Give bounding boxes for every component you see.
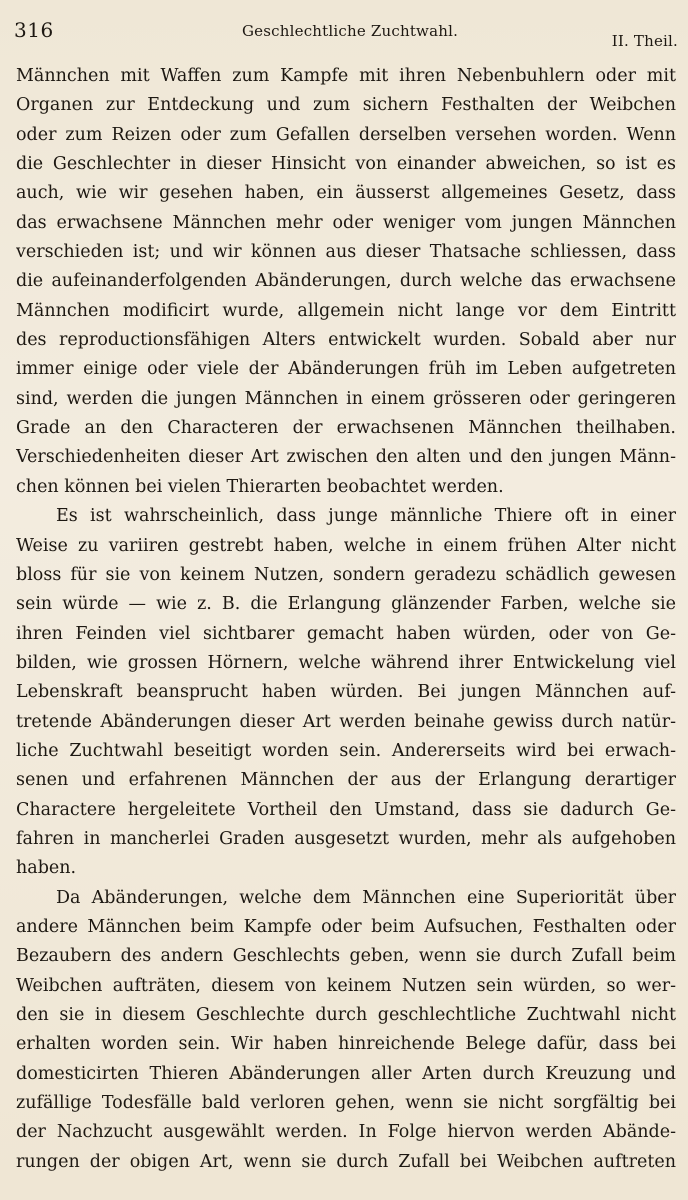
text-line: des reproductionsfähigen Alters entwickelt wurden. Sobald aber nur xyxy=(16,330,676,351)
text-line: den sie in diesem Geschlechte durch geschlechtliche Zuchtwahl nicht xyxy=(16,1005,676,1025)
text-line: liche Zuchtwahl beseitigt worden sein. Andererseits wird bei erwach- xyxy=(16,740,676,761)
paragraph-2 xyxy=(16,502,676,883)
text-line: verschieden ist; und wir können aus dieser Thatsache schliessen, dass xyxy=(16,242,676,263)
text-line: fahren in mancherlei Graden ausgesetzt wurden, mehr als aufgehoben xyxy=(16,828,676,849)
text-line: zufällige Todesfälle bald verloren gehen, wenn sie nicht sorgfältig bei xyxy=(16,1093,676,1114)
text-line: senen und erfahrenen Männchen der aus der Erlangung derartiger xyxy=(16,770,676,791)
running-title: Geschlechtliche Zuchtwahl. xyxy=(242,22,459,40)
text-line: auch, wie wir gesehen haben, ein äusserst allgemeines Gesetz, dass xyxy=(16,183,676,204)
text-line: Männchen modificirt wurde, allgemein nicht lange vor dem Eintritt xyxy=(16,300,676,321)
text-line: Bezaubern des andern Geschlechts geben, wenn sie durch Zufall beim xyxy=(16,946,676,967)
text-line: rungen der obigen Art, wenn sie durch Zufall bei Weibchen auftreten xyxy=(16,1151,676,1172)
text-line: immer einige oder viele der Abänderungen früh im Leben aufgetreten xyxy=(16,359,676,380)
paragraph-3 xyxy=(16,884,676,1177)
text-line: Organen zur Entdeckung und zum sichern Festhalten der Weibchen xyxy=(16,95,676,116)
text-line: bilden, wie grossen Hörnern, welche während ihrer Entwickelung viel xyxy=(16,652,676,673)
text-line: der Nachzucht ausgewählt werden. In Folge hiervon werden Abände- xyxy=(16,1122,676,1143)
body-text xyxy=(16,62,676,1177)
text-line: die Geschlechter in dieser Hinsicht von einander abweichen, so ist es xyxy=(16,154,676,175)
text-line: Weise zu variiren gestrebt haben, welche in einem frühen Alter nicht xyxy=(16,535,676,556)
text-line: Männchen mit Waffen zum Kampfe mit ihren Nebenbuhlern oder mit xyxy=(16,66,676,86)
text-line: Verschiedenheiten dieser Art zwischen den alten und den jungen Männ- xyxy=(16,447,676,468)
text-line: haben. xyxy=(16,858,77,879)
text-line: Charactere hergeleitete Vortheil den Umstand, dass sie dadurch Ge- xyxy=(16,799,676,820)
text-line: oder zum Reizen oder zum Gefallen derselben versehen worden. Wenn xyxy=(16,124,676,145)
text-line: domesticirten Thieren Abänderungen aller Arten durch Kreuzung und xyxy=(16,1063,676,1084)
text-line: sein würde — wie z. B. die Erlangung glänzender Farben, welche sie xyxy=(16,594,676,615)
text-line: Lebenskraft beansprucht haben würden. Bei jungen Männchen auf- xyxy=(16,682,676,703)
page-number: 316 xyxy=(14,18,54,42)
text-line: erhalten worden sein. Wir haben hinreichende Belege dafür, dass bei xyxy=(16,1034,676,1055)
page-header xyxy=(14,18,678,48)
text-line: Weibchen aufträten, diesem von keinem Nutzen sein würden, so wer- xyxy=(16,975,676,996)
text-line: Es ist wahrscheinlich, dass junge männliche Thiere oft in einer xyxy=(56,506,676,527)
text-line: ihren Feinden viel sichtbarer gemacht haben würden, oder von Ge- xyxy=(16,623,676,644)
text-line: bloss für sie von keinem Nutzen, sondern geradezu schädlich gewesen xyxy=(16,564,676,585)
text-line: Da Abänderungen, welche dem Männchen eine Superiorität über xyxy=(56,887,676,908)
text-line: Grade an den Characteren der erwachsenen Männchen theilhaben. xyxy=(16,418,676,439)
text-line: das erwachsene Männchen mehr oder weniger vom jungen Männchen xyxy=(16,212,676,233)
text-line: sind, werden die jungen Männchen in einem grösseren oder geringeren xyxy=(16,388,676,409)
paragraph-1 xyxy=(16,62,676,502)
text-line: die aufeinanderfolgenden Abänderungen, durch welche das erwachsene xyxy=(16,271,676,292)
text-line: chen können bei vielen Thierarten beobachtet werden. xyxy=(16,476,504,497)
text-line: tretende Abänderungen dieser Art werden beinahe gewiss durch natür- xyxy=(16,711,676,732)
text-line: andere Männchen beim Kampfe oder beim Aufsuchen, Festhalten oder xyxy=(16,916,676,937)
part-label: II. Theil. xyxy=(611,32,678,50)
